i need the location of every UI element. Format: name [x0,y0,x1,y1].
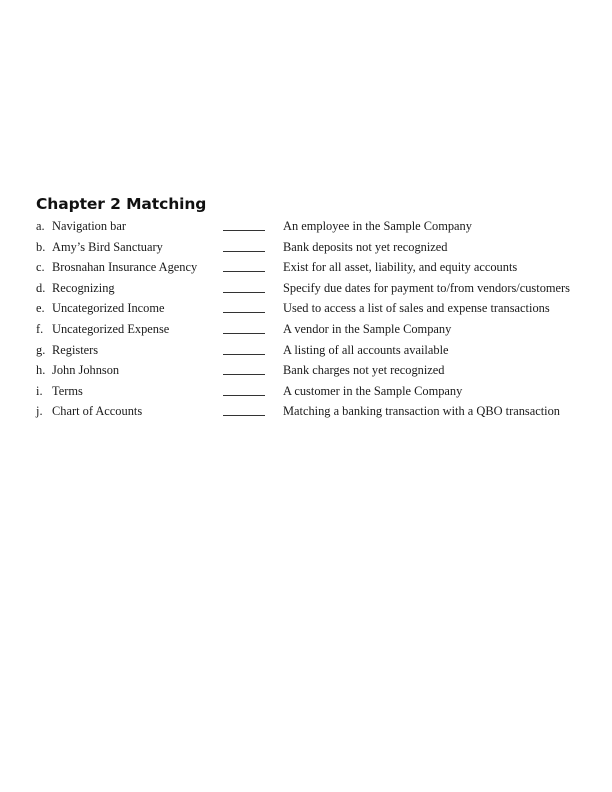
answer-blank[interactable] [223,292,265,293]
description: Exist for all asset, liability, and equity accounts [283,260,518,275]
term [36,343,98,358]
term-label: Recognizing [52,280,115,295]
answer-blank[interactable] [223,415,265,416]
term-letter: f. [36,321,44,336]
matching-row [36,240,596,261]
term-letter: j. [36,404,43,419]
term-letter: a. [36,219,45,233]
term-letter: h. [36,363,46,378]
matching-row [36,219,596,240]
answer-blank[interactable] [223,271,265,272]
term [36,322,169,337]
matching-row [36,260,596,281]
description: A customer in the Sample Company [283,383,463,398]
term-label: Navigation bar [52,219,126,233]
term-label: Terms [52,383,83,398]
term-label: Registers [52,342,99,357]
description: A vendor in the Sample Company [283,321,452,336]
term [36,260,197,275]
description: A listing of all accounts available [283,342,449,357]
matching-list [36,219,596,425]
term-letter: d. [36,280,46,295]
answer-blank[interactable] [223,333,265,334]
matching-row [36,384,596,405]
answer-blank[interactable] [223,395,265,396]
term-letter: b. [36,239,46,254]
answer-blank[interactable] [223,374,265,375]
term [36,240,163,255]
matching-row [36,363,596,384]
term-letter: e. [36,301,45,316]
matching-row [36,281,596,302]
description: Matching a banking transaction with a QBO transaction [283,404,560,419]
answer-blank[interactable] [223,354,265,355]
term-letter: c. [36,260,45,275]
description: An employee in the Sample Company [283,219,472,233]
term-label: Chart of Accounts [52,404,143,419]
term [36,301,165,316]
term [36,281,115,296]
term-label: Amy’s Bird Sanctuary [52,239,163,254]
term-label: Brosnahan Insurance Agency [52,260,198,275]
matching-row [36,301,596,322]
answer-blank[interactable] [223,312,265,313]
description: Bank deposits not yet recognized [283,239,448,254]
term-label: Uncategorized Expense [52,321,170,336]
term-letter: i. [36,383,43,398]
term [36,404,142,419]
term-label: John Johnson [52,363,120,378]
page-title: Chapter 2 Matching [36,195,207,213]
term-label: Uncategorized Income [52,301,165,316]
answer-blank[interactable] [223,251,265,252]
description: Bank charges not yet recognized [283,363,445,378]
matching-row [36,322,596,343]
description: Used to access a list of sales and expense transactions [283,301,550,316]
term [36,219,126,234]
term [36,384,83,399]
description: Specify due dates for payment to/from vendors/customers [283,280,570,295]
matching-row [36,343,596,364]
matching-row [36,404,596,425]
answer-blank[interactable] [223,230,265,231]
term-letter: g. [36,342,46,357]
term [36,363,119,378]
